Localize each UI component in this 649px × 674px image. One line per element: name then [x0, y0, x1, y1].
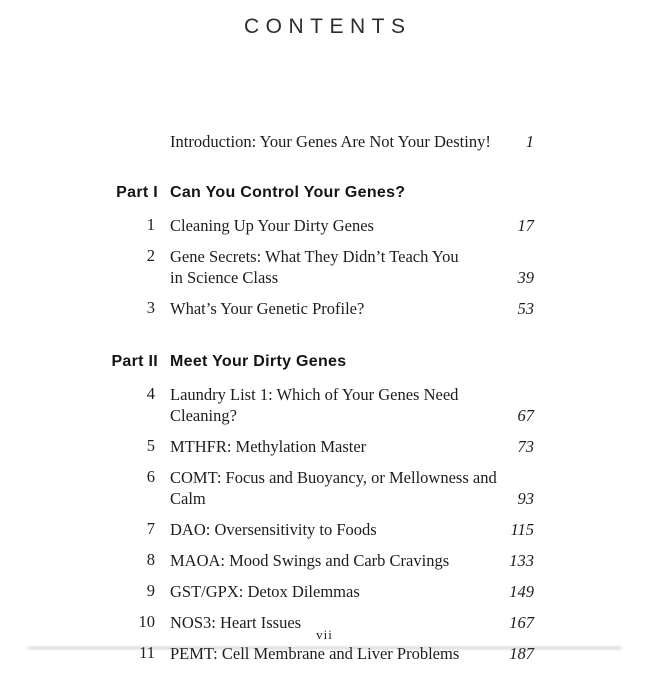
- intro-page-number: 1: [525, 132, 534, 151]
- toc-entry-chapter: [95, 519, 534, 540]
- chapter-page-number: 39: [517, 268, 534, 287]
- part-label: Part II: [111, 353, 158, 370]
- part-heading-row: [95, 183, 534, 203]
- chapter-number: 6: [146, 467, 155, 486]
- chapter-title-line: Gene Secrets: What They Didn’t Teach You: [170, 247, 459, 266]
- part-label: Part I: [116, 184, 158, 201]
- chapter-number: 8: [146, 550, 155, 569]
- chapter-title-line: What’s Your Genetic Profile?: [170, 299, 365, 318]
- toc-entry-introduction: [95, 132, 534, 152]
- chapter-page-number: 67: [517, 406, 534, 425]
- toc-entry-chapter: [95, 581, 534, 602]
- chapter-page-number: 17: [517, 216, 534, 235]
- chapter-title: [170, 550, 499, 571]
- toc-entry-chapter: [95, 246, 534, 288]
- chapter-page-number: 73: [517, 437, 534, 456]
- chapter-title-line: Cleaning Up Your Dirty Genes: [170, 216, 374, 235]
- chapter-page-number: 187: [509, 644, 534, 663]
- chapter-page-number: 133: [509, 551, 534, 570]
- chapter-title-line: GST/GPX: Detox Dilemmas: [170, 582, 360, 601]
- chapter-title-line: MTHFR: Methylation Master: [170, 437, 367, 456]
- chapter-number: 1: [146, 215, 155, 234]
- toc-part: [95, 352, 534, 664]
- chapter-number: 7: [146, 519, 155, 538]
- chapter-number: 11: [139, 643, 155, 662]
- chapter-title: [170, 581, 499, 602]
- chapter-title: [170, 384, 508, 426]
- chapter-number: 4: [146, 384, 155, 403]
- chapter-title-line: MAOA: Mood Swings and Carb Cravings: [170, 551, 450, 570]
- chapter-number: 5: [146, 436, 155, 455]
- toc-entry-chapter: [95, 384, 534, 426]
- table-of-contents: [95, 132, 534, 674]
- chapter-title-line: DAO: Oversensitivity to Foods: [170, 520, 377, 539]
- toc-part: [95, 183, 534, 319]
- toc-entry-chapter: [95, 467, 534, 509]
- toc-entry-chapter: [95, 298, 534, 319]
- chapter-title-line: in Science Class: [170, 268, 279, 287]
- part-title: Meet Your Dirty Genes: [170, 353, 347, 370]
- chapter-page-number: 115: [510, 520, 534, 539]
- part-heading-row: [95, 352, 534, 372]
- part-title: Can You Control Your Genes?: [170, 184, 406, 201]
- chapter-page-number: 167: [509, 613, 534, 632]
- page-edge-shadow: [28, 647, 621, 649]
- chapter-page-number: 149: [509, 582, 534, 601]
- intro-title: Introduction: Your Genes Are Not Your Destiny!: [170, 132, 491, 151]
- part-chapters: [95, 384, 534, 664]
- page-title: CONTENTS: [244, 15, 412, 39]
- chapter-title: [170, 436, 508, 457]
- chapter-title: [170, 519, 500, 540]
- chapter-title: [170, 467, 508, 509]
- toc-entry-chapter: [95, 215, 534, 236]
- toc-parts: [95, 183, 534, 664]
- chapter-number: 10: [138, 612, 155, 631]
- chapter-title: [170, 215, 508, 236]
- chapter-page-number: 53: [517, 299, 534, 318]
- chapter-page-number: 93: [517, 489, 534, 508]
- chapter-title-line: NOS3: Heart Issues: [170, 613, 302, 632]
- toc-entry-chapter: [95, 436, 534, 457]
- chapter-title: [170, 246, 508, 288]
- chapter-title-line: PEMT: Cell Membrane and Liver Problems: [170, 644, 460, 663]
- chapter-title-line: COMT: Focus and Buoyancy, or Mellowness and Calm: [170, 468, 497, 508]
- chapter-number: 2: [146, 246, 155, 265]
- part-chapters: [95, 215, 534, 319]
- chapter-title: [170, 298, 508, 319]
- chapter-title-line: Laundry List 1: Which of Your Genes Need Cleaning?: [170, 385, 459, 425]
- chapter-number: 3: [146, 298, 155, 317]
- folio-page-number: vii: [316, 627, 333, 642]
- chapter-number: 9: [146, 581, 155, 600]
- toc-entry-chapter: [95, 550, 534, 571]
